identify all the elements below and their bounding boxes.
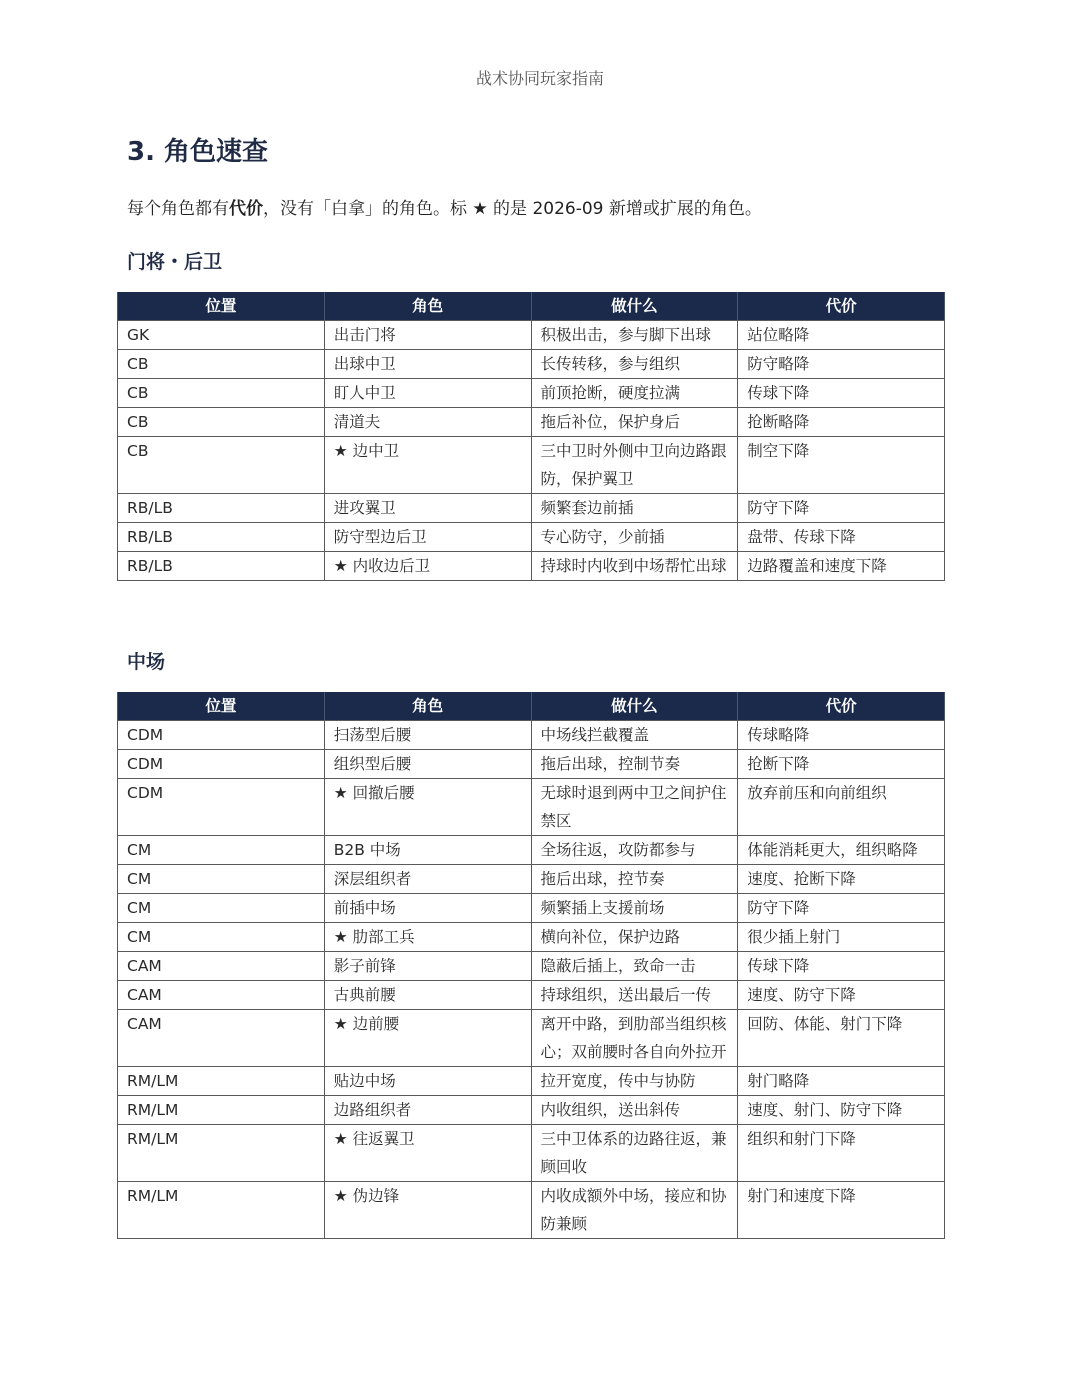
- column-header-cost: 代价: [738, 292, 945, 321]
- table-row: [118, 750, 945, 779]
- column-header-duty: 做什么: [531, 692, 738, 721]
- intro-paragraph: [127, 194, 762, 219]
- role-cell: ★ 往返翼卫: [324, 1125, 531, 1182]
- position-cell: CM: [118, 865, 325, 894]
- column-header-position: 位置: [118, 292, 325, 321]
- cost-cell: 防守下降: [738, 494, 945, 523]
- roles-table-defense: [117, 292, 945, 581]
- duty-cell: 前顶抢断，硬度拉满: [531, 379, 738, 408]
- cost-cell: 体能消耗更大，组织略降: [738, 836, 945, 865]
- table-header-row: [118, 292, 945, 321]
- column-header-duty: 做什么: [531, 292, 738, 321]
- cost-cell: 射门和速度下降: [738, 1182, 945, 1239]
- role-cell: 前插中场: [324, 894, 531, 923]
- role-cell: 盯人中卫: [324, 379, 531, 408]
- position-cell: CDM: [118, 779, 325, 836]
- role-cell: ★ 回撤后腰: [324, 779, 531, 836]
- role-cell: ★ 边前腰: [324, 1010, 531, 1067]
- role-cell: 防守型边后卫: [324, 523, 531, 552]
- table-header-row: [118, 692, 945, 721]
- column-header-role: 角色: [324, 292, 531, 321]
- position-cell: CM: [118, 836, 325, 865]
- duty-cell: 频繁套边前插: [531, 494, 738, 523]
- duty-cell: 内收组织，送出斜传: [531, 1096, 738, 1125]
- cost-cell: 边路覆盖和速度下降: [738, 552, 945, 581]
- cost-cell: 抢断下降: [738, 750, 945, 779]
- position-cell: RM/LM: [118, 1125, 325, 1182]
- role-cell: 进攻翼卫: [324, 494, 531, 523]
- position-cell: RM/LM: [118, 1182, 325, 1239]
- cost-cell: 射门略降: [738, 1067, 945, 1096]
- role-cell: ★ 边中卫: [324, 437, 531, 494]
- table-row: [118, 923, 945, 952]
- position-cell: CDM: [118, 750, 325, 779]
- duty-cell: 拖后出球，控制节奏: [531, 750, 738, 779]
- duty-cell: 离开中路，到肋部当组织核心；双前腰时各自向外拉开: [531, 1010, 738, 1067]
- cost-cell: 速度、射门、防守下降: [738, 1096, 945, 1125]
- table-row: [118, 865, 945, 894]
- position-cell: CAM: [118, 981, 325, 1010]
- table-row: [118, 779, 945, 836]
- table-row: [118, 437, 945, 494]
- cost-cell: 速度、防守下降: [738, 981, 945, 1010]
- group-title-defense: 门将・后卫: [127, 251, 223, 273]
- position-cell: CM: [118, 923, 325, 952]
- duty-cell: 拖后补位，保护身后: [531, 408, 738, 437]
- table-row: [118, 321, 945, 350]
- duty-cell: 持球组织，送出最后一传: [531, 981, 738, 1010]
- table-row: [118, 408, 945, 437]
- position-cell: RM/LM: [118, 1096, 325, 1125]
- column-header-role: 角色: [324, 692, 531, 721]
- running-header: 战术协同玩家指南: [475, 69, 604, 88]
- cost-cell: 盘带、传球下降: [738, 523, 945, 552]
- role-cell: ★ 伪边锋: [324, 1182, 531, 1239]
- cost-cell: 防守略降: [738, 350, 945, 379]
- duty-cell: 全场往返，攻防都参与: [531, 836, 738, 865]
- group-title-midfield: 中场: [127, 651, 166, 673]
- duty-cell: 横向补位，保护边路: [531, 923, 738, 952]
- column-header-cost: 代价: [738, 692, 945, 721]
- cost-cell: 传球略降: [738, 721, 945, 750]
- cost-cell: 放弃前压和向前组织: [738, 779, 945, 836]
- cost-cell: 组织和射门下降: [738, 1125, 945, 1182]
- intro-text-before: 每个角色都有: [127, 199, 229, 219]
- position-cell: RB/LB: [118, 494, 325, 523]
- roles-table-midfield: [117, 692, 945, 1239]
- duty-cell: 专心防守，少前插: [531, 523, 738, 552]
- cost-cell: 传球下降: [738, 952, 945, 981]
- cost-cell: 传球下降: [738, 379, 945, 408]
- table-row: [118, 1125, 945, 1182]
- intro-text-after: ，没有「白拿」的角色。标 ★ 的是 2026-09 新增或扩展的角色。: [263, 199, 762, 219]
- duty-cell: 频繁插上支援前场: [531, 894, 738, 923]
- column-header-position: 位置: [118, 692, 325, 721]
- table-row: [118, 1010, 945, 1067]
- table-row: [118, 1096, 945, 1125]
- role-cell: 组织型后腰: [324, 750, 531, 779]
- duty-cell: 三中卫体系的边路往返，兼顾回收: [531, 1125, 738, 1182]
- role-cell: 贴边中场: [324, 1067, 531, 1096]
- table-row: [118, 952, 945, 981]
- position-cell: CAM: [118, 952, 325, 981]
- duty-cell: 长传转移，参与组织: [531, 350, 738, 379]
- table-row: [118, 721, 945, 750]
- table-row: [118, 494, 945, 523]
- role-cell: 出击门将: [324, 321, 531, 350]
- position-cell: RB/LB: [118, 552, 325, 581]
- position-cell: GK: [118, 321, 325, 350]
- position-cell: CB: [118, 379, 325, 408]
- role-cell: 清道夫: [324, 408, 531, 437]
- duty-cell: 中场线拦截覆盖: [531, 721, 738, 750]
- duty-cell: 积极出击，参与脚下出球: [531, 321, 738, 350]
- table-row: [118, 894, 945, 923]
- role-cell: ★ 内收边后卫: [324, 552, 531, 581]
- duty-cell: 内收成额外中场，接应和协防兼顾: [531, 1182, 738, 1239]
- role-cell: B2B 中场: [324, 836, 531, 865]
- position-cell: CM: [118, 894, 325, 923]
- role-cell: 边路组织者: [324, 1096, 531, 1125]
- role-cell: 影子前锋: [324, 952, 531, 981]
- position-cell: CAM: [118, 1010, 325, 1067]
- cost-cell: 防守下降: [738, 894, 945, 923]
- position-cell: CB: [118, 350, 325, 379]
- duty-cell: 拉开宽度，传中与协防: [531, 1067, 738, 1096]
- position-cell: CB: [118, 408, 325, 437]
- position-cell: CB: [118, 437, 325, 494]
- position-cell: RB/LB: [118, 523, 325, 552]
- cost-cell: 站位略降: [738, 321, 945, 350]
- role-cell: ★ 肋部工兵: [324, 923, 531, 952]
- intro-text-bold: 代价: [229, 199, 263, 219]
- duty-cell: 隐蔽后插上，致命一击: [531, 952, 738, 981]
- table-row: [118, 1182, 945, 1239]
- table-row: [118, 836, 945, 865]
- cost-cell: 回防、体能、射门下降: [738, 1010, 945, 1067]
- role-cell: 扫荡型后腰: [324, 721, 531, 750]
- table-row: [118, 981, 945, 1010]
- table-row: [118, 1067, 945, 1096]
- role-cell: 古典前腰: [324, 981, 531, 1010]
- duty-cell: 无球时退到两中卫之间护住禁区: [531, 779, 738, 836]
- table-row: [118, 350, 945, 379]
- section-title: 3. 角色速查: [127, 137, 269, 167]
- cost-cell: 速度、抢断下降: [738, 865, 945, 894]
- duty-cell: 三中卫时外侧中卫向边路跟防，保护翼卫: [531, 437, 738, 494]
- cost-cell: 抢断略降: [738, 408, 945, 437]
- table-row: [118, 379, 945, 408]
- cost-cell: 很少插上射门: [738, 923, 945, 952]
- duty-cell: 拖后出球，控节奏: [531, 865, 738, 894]
- position-cell: RM/LM: [118, 1067, 325, 1096]
- duty-cell: 持球时内收到中场帮忙出球: [531, 552, 738, 581]
- cost-cell: 制空下降: [738, 437, 945, 494]
- table-row: [118, 552, 945, 581]
- table-row: [118, 523, 945, 552]
- position-cell: CDM: [118, 721, 325, 750]
- role-cell: 深层组织者: [324, 865, 531, 894]
- role-cell: 出球中卫: [324, 350, 531, 379]
